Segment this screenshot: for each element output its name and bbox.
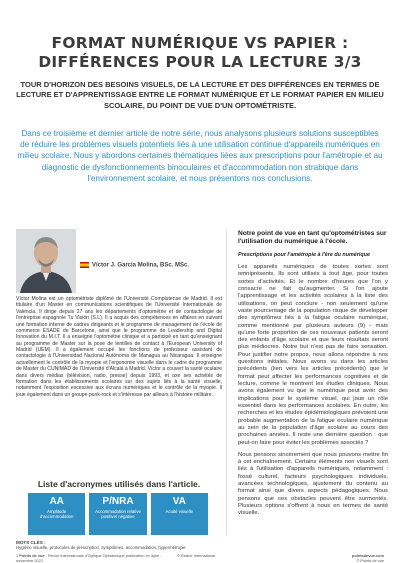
acronym-list-title: Liste d'acronymes utilisés dans l'article. (37, 479, 201, 489)
author-name-text: Víctor J. García Molina, BSc. MSc. (92, 262, 190, 269)
footer-publication (16, 554, 166, 563)
acronym-item (151, 493, 208, 535)
acronym-abbr: VA (172, 496, 186, 507)
article-body (238, 230, 388, 518)
acronym-abbr: P/NRA (102, 496, 134, 507)
column-divider (226, 229, 227, 535)
footer-copyright: © Essilor International (177, 553, 216, 558)
article-subtitle: TOUR D'HORIZON DES BESOINS VISUELS, DE LA LECTURE ET DES DIFFÉRENCES EN TERMES DE LECTURE ET D'APPRENTISSAGE ENTRE LE FORMAT NUMÉRIQUE ET LE FORMAT PAPIER EN MILIEU SCOLAIRE, DU POINT DE VUE D'UN OPTOMÉTRISTE. (16, 80, 384, 110)
section-heading: Notre point de vue en tant qu'optométristes sur l'utilisation du numérique à l'école. (238, 230, 387, 245)
footer-site-link[interactable]: pointsdevue.com (352, 553, 384, 558)
acronym-desc: Amplitude d'accommodation (39, 509, 74, 520)
article-title-line-2: DIFFÉRENCES POUR LA LECTURE 3/3 (38, 52, 362, 71)
acronym-desc: Acuité visuelle (165, 509, 194, 514)
keywords-text: Hygiène visuelle, protocoles de prescription, symptômes, accommodation, hypermétropie (16, 545, 186, 551)
footer-brand: Points de vue (19, 553, 45, 558)
section-subheading: Prescriptions pour l'amétropie à l'ère du numérique (238, 252, 370, 258)
body-paragraph-1: Les appareils numériques de toutes sortes sont omniprésents. Ils sont utilisés à tout âge, pour toutes sortes d'activités. Et le nombre d'heures que l'on y consacre ne fait qu'augmenter. Si l'on ajoute l'apprentissage et les activités scolaires à la liste des utilisations, on peut conclure - non seulement qu'une vaste pourcentage de la population risque de développer des symptômes liés à la fatigue oculaire numérique, comme mentionné par plusieurs auteurs (9) - mais qu'une forte proportion de ces nouveaux patients seront des enfants d'âge scolaire et que leurs résultats seront plus médiocres. Notre but n'est pas de faire sensation. Pour justifier notre propos, nous allons répondre à nos questions initiales. Nous avons vu dans les articles précédents (lien vers les articles précédents) que le format peut affecter les performances cognitives et de lecture, comme le montrent les études cliniques. Nous avons également vu que le numérique peut avoir des implications pour le système visuel, qui joue un rôle essentiel dans les performances scolaires. En outre, les recherches et les études épidémiologiques prévoient une probable augmentation de la fatigue oculaire numérique au sein de la population d'âge scolaire au cours des prochaines années. Il reste une dernière question : que peut-on faire pour éviter les problèmes associés ? (238, 264, 388, 446)
article-title-line-1: FORMAT NUMÉRIQUE VS PAPIER : (51, 34, 349, 52)
body-paragraph-2: Nous pensons sincèrement que nous pouvons mettre fin à cet enchaînement. Certains éléments non visuels sont liés à l'utilisation d'appareils numériques, notamment : fossé culturel, facteurs psychologiques individuels, avancées technologiques, ajustement du contenu au format ainsi que divers aspects pédagogiques. Nous pensons que ces obstacles peuvent être surmontés. Plusieurs options s'offrent à nous en termes de santé visuelle. (238, 451, 388, 517)
footer-publication-text: - Revue Internationale d'Optique Ophtalmique publication en ligne - novembre 2021 (16, 553, 162, 563)
page-number: 1 (16, 553, 19, 558)
author-name (80, 262, 189, 269)
spain-flag-icon (80, 262, 89, 268)
acronym-desc: Accommodation relative positive/ négative (95, 509, 141, 520)
author-photo (16, 229, 76, 293)
acronym-item (28, 493, 85, 535)
acronym-abbr: AA (49, 496, 64, 507)
author-bio: Víctor Molina est un optométriste diplômé de l'Université Complutense de Madrid. Il est titulaire d'un Master en communications scientifiques de l'Université Internationale de Valencia. Il dirige depuis 27 ans les départements d'optométrie et de contactologie de l'entreprise espagnole Tu Visión (S.L). Il a acquis des compétences en affaires en suivant une formation interne de cadres dirigeants et le programme de management de l'école de commerce ESADE de Barcelone, ainsi que le programme de Leadership and Digital Innovation du M.I.T. Il a enseigné l'optométrie clinique et a participé en tant qu'enseignant au programme de Master sur la pose de lentilles de contact à l'European University of Madrid (UEM). Il a également occupé les fonctions de professeur assistant de contactologie à l'Universidad Nacional Autónoma de Managua au Nicaragua. Il enseigne actuellement le contrôle de la myopie et l'ergonomie visuelle dans le cadre du programme de Master du CUNIMAD de l'Université d'Alcalá à Madrid. Víctor a couvert la santé oculaire dans divers médias (télévision, radio, presse) depuis 1993, et axe ses activités de formation dans les établissements scolaires sur des sujets liés à la santé visuelle, notamment l'exposition excessive aux écrans numériques et le contrôle de la myopie. Il joue également dans un groupe punk-rock et s'intéresse par ailleurs à l'histoire militaire. (16, 296, 222, 398)
footer-site (352, 554, 384, 563)
acronym-list (28, 493, 208, 535)
author-block (16, 229, 222, 293)
article-title (14, 34, 386, 71)
keywords-label: MOTS CLÉS : (16, 540, 46, 545)
page-footer (0, 553, 400, 563)
keywords (16, 540, 222, 551)
footer-site-copyright: © Points de vue (356, 557, 384, 563)
acronym-item (89, 493, 146, 535)
article-intro: Dans ce troisième et dernier article de notre série, nous analysons plusieurs solutions susceptibles de réduire les problèmes visuels potentiels liés à une utilisation continue d'appareils numériques en milieu scolaire. Nous y abordons certaines thématiques liées aux prescriptions pour l'amétropie et au diagnostic de dysfonctionnements binoculaires et d'accommodation non strabique dans l'environnement scolaire, et nous présentons nos conclusions. (17, 129, 383, 183)
